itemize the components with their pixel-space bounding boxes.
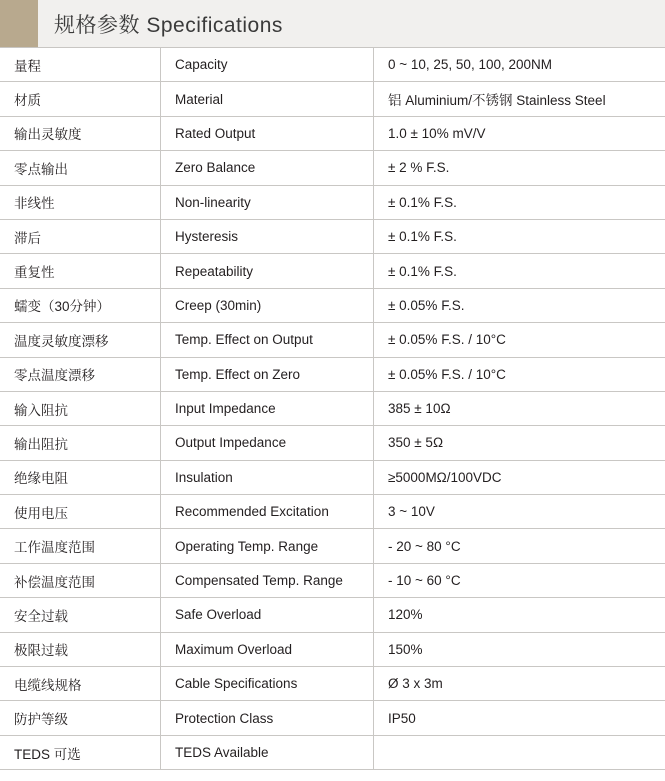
- spec-value: ± 0.05% F.S. / 10°C: [374, 323, 665, 357]
- table-row: [0, 667, 665, 701]
- spec-value: 350 ± 5Ω: [374, 426, 665, 460]
- spec-name-cn: 蠕变（30分钟）: [0, 288, 161, 322]
- spec-value: 1.0 ± 10% mV/V: [374, 116, 665, 150]
- spec-name-en: TEDS Available: [161, 735, 374, 769]
- spec-value: 120%: [374, 598, 665, 632]
- spec-name-en: Cable Specifications: [161, 667, 374, 701]
- spec-value: 铝 Aluminium/不锈钢 Stainless Steel: [374, 82, 665, 116]
- table-row: [0, 598, 665, 632]
- spec-name-cn: 工作温度范围: [0, 529, 161, 563]
- table-row: [0, 529, 665, 563]
- table-row: [0, 563, 665, 597]
- table-row: [0, 357, 665, 391]
- spec-name-en: Temp. Effect on Zero: [161, 357, 374, 391]
- spec-name-cn: 材质: [0, 82, 161, 116]
- spec-name-cn: 绝缘电阻: [0, 460, 161, 494]
- spec-name-en: Recommended Excitation: [161, 495, 374, 529]
- table-row: [0, 323, 665, 357]
- spec-name-cn: 滞后: [0, 219, 161, 253]
- spec-name-cn: 防护等级: [0, 701, 161, 735]
- specifications-table: [0, 48, 665, 770]
- spec-value: - 10 ~ 60 °C: [374, 563, 665, 597]
- spec-value: ± 0.1% F.S.: [374, 185, 665, 219]
- spec-name-cn: 重复性: [0, 254, 161, 288]
- table-row: [0, 82, 665, 116]
- table-row: [0, 185, 665, 219]
- table-row: [0, 288, 665, 322]
- spec-value: ± 0.05% F.S.: [374, 288, 665, 322]
- spec-name-cn: 安全过载: [0, 598, 161, 632]
- table-row: [0, 48, 665, 82]
- spec-name-cn: TEDS 可选: [0, 735, 161, 769]
- sheet-header: [0, 0, 665, 48]
- spec-value: Ø 3 x 3m: [374, 667, 665, 701]
- table-row: [0, 151, 665, 185]
- spec-name-en: Zero Balance: [161, 151, 374, 185]
- spec-value: ± 0.1% F.S.: [374, 219, 665, 253]
- spec-name-en: Safe Overload: [161, 598, 374, 632]
- table-row: [0, 254, 665, 288]
- spec-value: 385 ± 10Ω: [374, 391, 665, 425]
- spec-name-en: Insulation: [161, 460, 374, 494]
- spec-name-cn: 零点输出: [0, 151, 161, 185]
- table-row: [0, 701, 665, 735]
- spec-name-en: Material: [161, 82, 374, 116]
- spec-value: IP50: [374, 701, 665, 735]
- spec-value: ± 0.05% F.S. / 10°C: [374, 357, 665, 391]
- spec-name-en: Operating Temp. Range: [161, 529, 374, 563]
- spec-value: ± 2 % F.S.: [374, 151, 665, 185]
- spec-name-en: Creep (30min): [161, 288, 374, 322]
- spec-name-cn: 补偿温度范围: [0, 563, 161, 597]
- spec-name-cn: 量程: [0, 48, 161, 82]
- table-row: [0, 391, 665, 425]
- spec-name-cn: 输出灵敏度: [0, 116, 161, 150]
- spec-name-en: Rated Output: [161, 116, 374, 150]
- spec-name-cn: 电缆线规格: [0, 667, 161, 701]
- table-row: [0, 116, 665, 150]
- table-row: [0, 495, 665, 529]
- spec-name-cn: 零点温度漂移: [0, 357, 161, 391]
- spec-name-cn: 输入阻抗: [0, 391, 161, 425]
- spec-name-en: Capacity: [161, 48, 374, 82]
- spec-name-en: Protection Class: [161, 701, 374, 735]
- spec-name-cn: 极限过载: [0, 632, 161, 666]
- page-title: 规格参数 Specifications: [54, 13, 283, 37]
- spec-name-en: Input Impedance: [161, 391, 374, 425]
- table-row: [0, 426, 665, 460]
- table-row: [0, 219, 665, 253]
- spec-value: 0 ~ 10, 25, 50, 100, 200NM: [374, 48, 665, 82]
- table-row: [0, 460, 665, 494]
- spec-name-en: Hysteresis: [161, 219, 374, 253]
- spec-name-cn: 使用电压: [0, 495, 161, 529]
- spec-value: 3 ~ 10V: [374, 495, 665, 529]
- spec-name-cn: 温度灵敏度漂移: [0, 323, 161, 357]
- spec-name-en: Non-linearity: [161, 185, 374, 219]
- spec-name-cn: 输出阻抗: [0, 426, 161, 460]
- table-row: [0, 632, 665, 666]
- spec-value: [374, 735, 665, 769]
- spec-name-en: Compensated Temp. Range: [161, 563, 374, 597]
- spec-value: ≥5000MΩ/100VDC: [374, 460, 665, 494]
- spec-name-en: Maximum Overload: [161, 632, 374, 666]
- spec-name-en: Output Impedance: [161, 426, 374, 460]
- spec-value: ± 0.1% F.S.: [374, 254, 665, 288]
- spec-name-en: Repeatability: [161, 254, 374, 288]
- spec-name-en: Temp. Effect on Output: [161, 323, 374, 357]
- table-row: [0, 735, 665, 769]
- spec-value: - 20 ~ 80 °C: [374, 529, 665, 563]
- header-color-swatch: [0, 0, 38, 47]
- spec-value: 150%: [374, 632, 665, 666]
- specifications-table-body: [0, 48, 665, 770]
- spec-name-cn: 非线性: [0, 185, 161, 219]
